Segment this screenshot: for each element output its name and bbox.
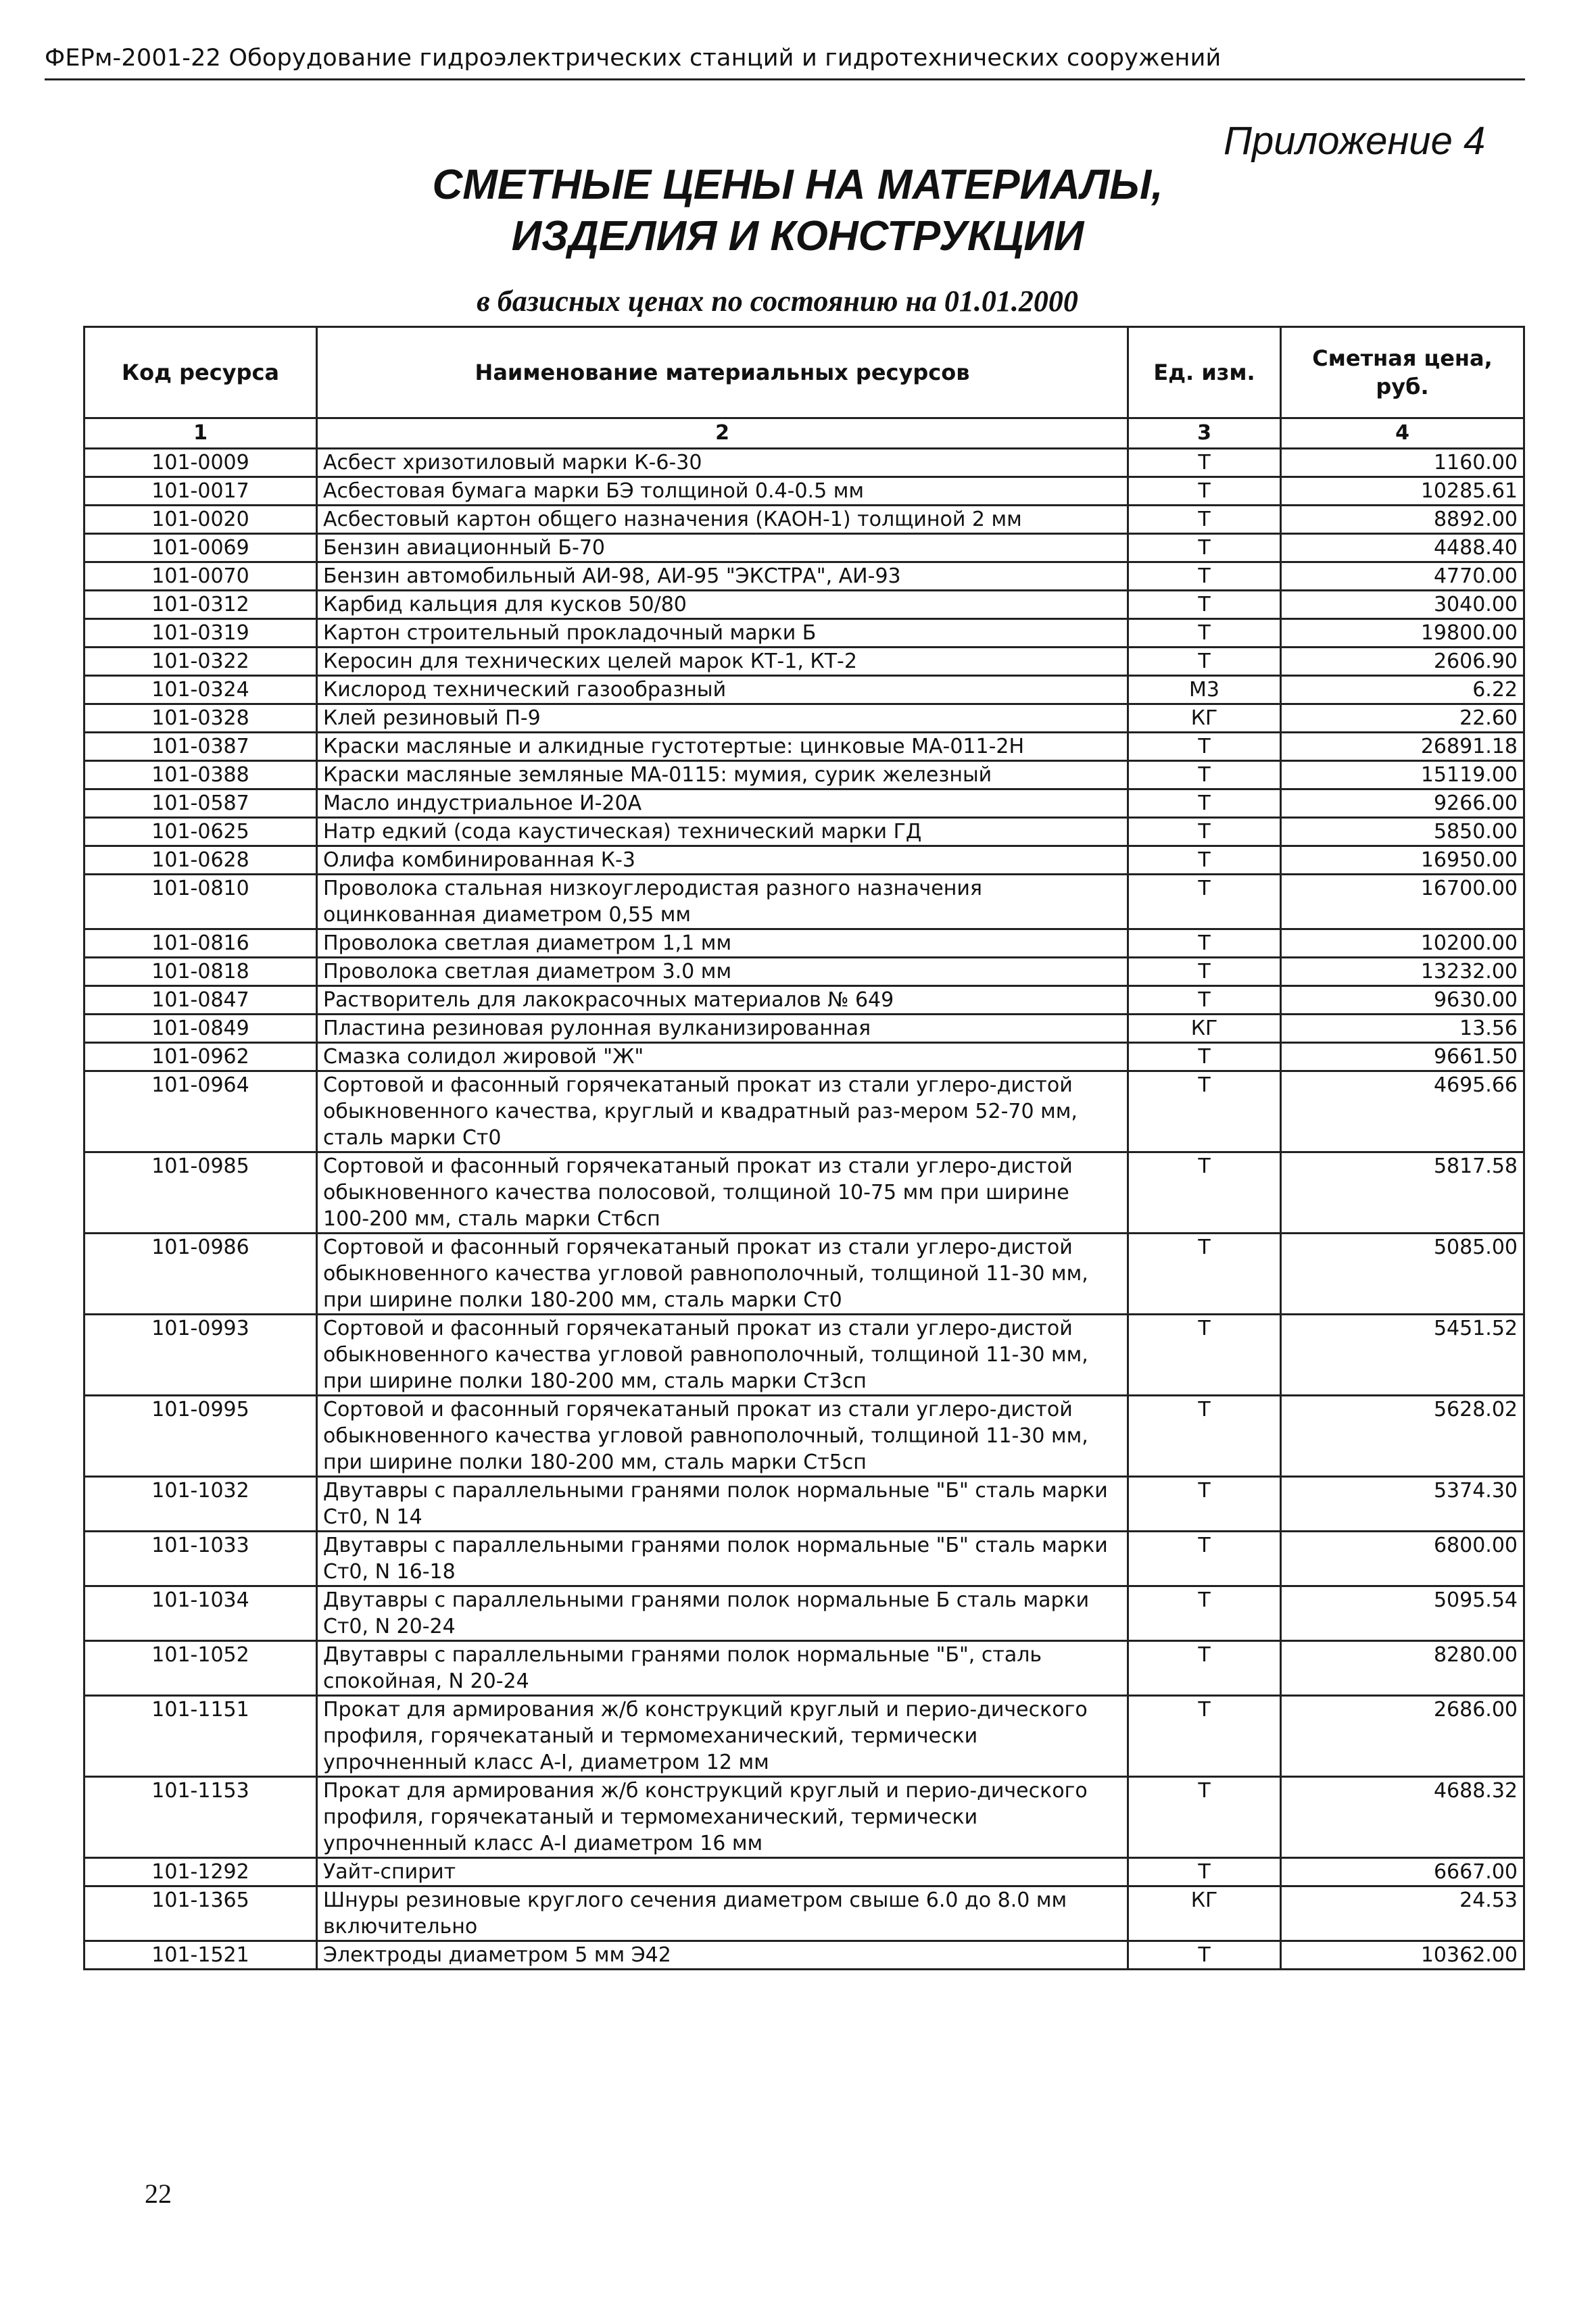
table-row	[84, 591, 1524, 619]
cell-name: Кислород технический газообразный	[317, 676, 1128, 704]
table-row	[84, 733, 1524, 761]
cell-unit: Т	[1128, 1532, 1281, 1586]
cell-name: Шнуры резиновые круглого сечения диаметром свыше 6.0 до 8.0 мм включительно	[317, 1886, 1128, 1941]
cell-name: Олифа комбинированная К-3	[317, 846, 1128, 875]
cell-code: 101-0964	[84, 1071, 317, 1152]
table-row	[84, 761, 1524, 789]
cell-unit: Т	[1128, 846, 1281, 875]
table-row	[84, 676, 1524, 704]
table-row	[84, 1777, 1524, 1858]
cell-code: 101-0069	[84, 534, 317, 562]
cell-name: Асбестовая бумага марки БЭ толщиной 0.4-0.5 мм	[317, 477, 1128, 506]
cell-price: 8892.00	[1281, 506, 1524, 534]
cell-code: 101-0009	[84, 449, 317, 477]
table-row	[84, 1396, 1524, 1477]
table-row	[84, 1941, 1524, 1970]
cell-name: Двутавры с параллельными гранями полок нормальные "Б" сталь марки Ст0, N 16-18	[317, 1532, 1128, 1586]
cell-name: Сортовой и фасонный горячекатаный прокат из стали углеро-дистой обыкновенного качества угловой равнополочный, толщиной 11-30 мм, при ширине полки 180-200 мм, сталь марки Ст5сп	[317, 1396, 1128, 1477]
cell-code: 101-1034	[84, 1586, 317, 1641]
cell-price: 9661.50	[1281, 1043, 1524, 1071]
table-row	[84, 534, 1524, 562]
cell-unit: Т	[1128, 1043, 1281, 1071]
cell-code: 101-0070	[84, 562, 317, 591]
table-row	[84, 1152, 1524, 1234]
cell-name: Масло индустриальное И-20А	[317, 789, 1128, 818]
table-row	[84, 648, 1524, 676]
cell-price: 9266.00	[1281, 789, 1524, 818]
cell-code: 101-0324	[84, 676, 317, 704]
table-row	[84, 1586, 1524, 1641]
cell-name: Бензин автомобильный АИ-98, АИ-95 "ЭКСТРА", АИ-93	[317, 562, 1128, 591]
cell-code: 101-0312	[84, 591, 317, 619]
cell-name: Двутавры с параллельными гранями полок нормальные "Б" сталь марки Ст0, N 14	[317, 1477, 1128, 1532]
cell-code: 101-1052	[84, 1641, 317, 1696]
cell-name: Уайт-спирит	[317, 1858, 1128, 1886]
cell-name: Натр едкий (сода каустическая) технический марки ГД	[317, 818, 1128, 846]
cell-name: Асбест хризотиловый марки К-6-30	[317, 449, 1128, 477]
cell-name: Прокат для армирования ж/б конструкций круглый и перио-дического профиля, горячекатаный и термомеханический, термически упрочненный класс А-I, диаметром 12 мм	[317, 1696, 1128, 1777]
cell-price: 16950.00	[1281, 846, 1524, 875]
cell-code: 101-0625	[84, 818, 317, 846]
header-price: Сметная цена, руб.	[1281, 327, 1524, 418]
cell-price: 10362.00	[1281, 1941, 1524, 1970]
cell-name: Пластина резиновая рулонная вулканизированная	[317, 1015, 1128, 1043]
cell-code: 101-0810	[84, 875, 317, 929]
cell-price: 8280.00	[1281, 1641, 1524, 1696]
table-body	[84, 449, 1524, 1970]
cell-unit: Т	[1128, 591, 1281, 619]
cell-code: 101-0628	[84, 846, 317, 875]
cell-price: 10285.61	[1281, 477, 1524, 506]
cell-unit: Т	[1128, 818, 1281, 846]
cell-unit: Т	[1128, 1315, 1281, 1396]
cell-unit: Т	[1128, 986, 1281, 1015]
cell-price: 26891.18	[1281, 733, 1524, 761]
cell-code: 101-0322	[84, 648, 317, 676]
column-number: 1	[84, 418, 317, 449]
cell-unit: Т	[1128, 789, 1281, 818]
cell-unit: Т	[1128, 929, 1281, 958]
cell-code: 101-0995	[84, 1396, 317, 1477]
table-row	[84, 1234, 1524, 1315]
cell-name: Проволока светлая диаметром 3.0 мм	[317, 958, 1128, 986]
cell-code: 101-0319	[84, 619, 317, 648]
price-table	[83, 326, 1525, 1970]
running-header: ФЕРм-2001-22 Оборудование гидроэлектрических станций и гидротехнических сооружений	[45, 45, 1525, 80]
cell-unit: Т	[1128, 648, 1281, 676]
cell-name: Бензин авиационный Б-70	[317, 534, 1128, 562]
cell-name: Керосин для технических целей марок КТ-1, КТ-2	[317, 648, 1128, 676]
table-row	[84, 1696, 1524, 1777]
cell-name: Проволока стальная низкоуглеродистая разного назначения оцинкованная диаметром 0,55 мм	[317, 875, 1128, 929]
cell-price: 5817.58	[1281, 1152, 1524, 1234]
table-header-row	[84, 327, 1524, 418]
cell-code: 101-0849	[84, 1015, 317, 1043]
cell-code: 101-1292	[84, 1858, 317, 1886]
cell-unit: Т	[1128, 619, 1281, 648]
cell-unit: Т	[1128, 1586, 1281, 1641]
cell-code: 101-1151	[84, 1696, 317, 1777]
cell-price: 4695.66	[1281, 1071, 1524, 1152]
title-line: ИЗДЕЛИЯ И КОНСТРУКЦИИ	[511, 213, 1084, 260]
cell-price: 10200.00	[1281, 929, 1524, 958]
table-row	[84, 562, 1524, 591]
cell-price: 13.56	[1281, 1015, 1524, 1043]
cell-price: 5095.54	[1281, 1586, 1524, 1641]
cell-code: 101-0986	[84, 1234, 317, 1315]
cell-code: 101-0587	[84, 789, 317, 818]
cell-unit: Т	[1128, 1477, 1281, 1532]
cell-price: 2606.90	[1281, 648, 1524, 676]
table-row	[84, 986, 1524, 1015]
table-row	[84, 958, 1524, 986]
cell-name: Электроды диаметром 5 мм Э42	[317, 1941, 1128, 1970]
cell-name: Двутавры с параллельными гранями полок нормальные Б сталь марки Ст0, N 20-24	[317, 1586, 1128, 1641]
cell-price: 5451.52	[1281, 1315, 1524, 1396]
cell-price: 5374.30	[1281, 1477, 1524, 1532]
cell-code: 101-0328	[84, 704, 317, 733]
cell-code: 101-1033	[84, 1532, 317, 1586]
cell-unit: Т	[1128, 506, 1281, 534]
cell-name: Прокат для армирования ж/б конструкций круглый и перио-дического профиля, горячекатаный и термомеханический, термически упрочненный класс А-I диаметром 16 мм	[317, 1777, 1128, 1858]
table-row	[84, 619, 1524, 648]
cell-name: Растворитель для лакокрасочных материалов № 649	[317, 986, 1128, 1015]
cell-name: Смазка солидол жировой "Ж"	[317, 1043, 1128, 1071]
table-row	[84, 449, 1524, 477]
cell-price: 15119.00	[1281, 761, 1524, 789]
cell-price: 4488.40	[1281, 534, 1524, 562]
cell-name: Краски масляные земляные МА-0115: мумия, сурик железный	[317, 761, 1128, 789]
cell-code: 101-0962	[84, 1043, 317, 1071]
cell-unit: КГ	[1128, 704, 1281, 733]
cell-price: 5085.00	[1281, 1234, 1524, 1315]
cell-unit: Т	[1128, 761, 1281, 789]
cell-unit: Т	[1128, 958, 1281, 986]
cell-code: 101-1521	[84, 1941, 317, 1970]
price-basis-note: в базисных ценах по состоянию на 01.01.2000	[477, 285, 1078, 318]
column-number-row	[84, 418, 1524, 449]
cell-unit: Т	[1128, 1641, 1281, 1696]
cell-code: 101-1153	[84, 1777, 317, 1858]
title-line: СМЕТНЫЕ ЦЕНЫ НА МАТЕРИАЛЫ,	[432, 162, 1163, 208]
cell-unit: Т	[1128, 449, 1281, 477]
cell-code: 101-0388	[84, 761, 317, 789]
cell-name: Сортовой и фасонный горячекатаный прокат из стали углеро-дистой обыкновенного качества полосовой, толщиной 10-75 мм при ширине 100-200 мм, сталь марки Ст6сп	[317, 1152, 1128, 1234]
cell-unit: Т	[1128, 477, 1281, 506]
table-row	[84, 1043, 1524, 1071]
table-row	[84, 875, 1524, 929]
cell-price: 9630.00	[1281, 986, 1524, 1015]
cell-unit: Т	[1128, 875, 1281, 929]
cell-unit: Т	[1128, 1396, 1281, 1477]
cell-code: 101-0985	[84, 1152, 317, 1234]
cell-unit: КГ	[1128, 1886, 1281, 1941]
cell-code: 101-1032	[84, 1477, 317, 1532]
cell-price: 24.53	[1281, 1886, 1524, 1941]
cell-name: Клей резиновый П-9	[317, 704, 1128, 733]
cell-price: 22.60	[1281, 704, 1524, 733]
cell-price: 1160.00	[1281, 449, 1524, 477]
cell-name: Сортовой и фасонный горячекатаный прокат из стали углеро-дистой обыкновенного качества, круглый и квадратный раз-мером 52-70 мм, сталь марки Ст0	[317, 1071, 1128, 1152]
cell-name: Сортовой и фасонный горячекатаный прокат из стали углеро-дистой обыкновенного качества угловой равнополочный, толщиной 11-30 мм, при ширине полки 180-200 мм, сталь марки Ст3сп	[317, 1315, 1128, 1396]
table-row	[84, 1858, 1524, 1886]
cell-unit: Т	[1128, 1152, 1281, 1234]
table-row	[84, 704, 1524, 733]
cell-code: 101-0020	[84, 506, 317, 534]
cell-name: Двутавры с параллельными гранями полок нормальные "Б", сталь спокойная, N 20-24	[317, 1641, 1128, 1696]
cell-unit: М3	[1128, 676, 1281, 704]
cell-unit: Т	[1128, 1941, 1281, 1970]
cell-price: 5628.02	[1281, 1396, 1524, 1477]
cell-code: 101-0847	[84, 986, 317, 1015]
cell-name: Картон строительный прокладочный марки Б	[317, 619, 1128, 648]
cell-name: Сортовой и фасонный горячекатаный прокат из стали углеро-дистой обыкновенного качества угловой равнополочный, толщиной 11-30 мм, при ширине полки 180-200 мм, сталь марки Ст0	[317, 1234, 1128, 1315]
cell-price: 16700.00	[1281, 875, 1524, 929]
cell-price: 19800.00	[1281, 619, 1524, 648]
cell-price: 2686.00	[1281, 1696, 1524, 1777]
cell-price: 6667.00	[1281, 1858, 1524, 1886]
cell-code: 101-0387	[84, 733, 317, 761]
table-row	[84, 1886, 1524, 1941]
cell-name: Краски масляные и алкидные густотертые: цинковые МА-011-2Н	[317, 733, 1128, 761]
cell-unit: Т	[1128, 1777, 1281, 1858]
cell-code: 101-0993	[84, 1315, 317, 1396]
table-row	[84, 1315, 1524, 1396]
cell-price: 6.22	[1281, 676, 1524, 704]
cell-unit: КГ	[1128, 1015, 1281, 1043]
header-name: Наименование материальных ресурсов	[317, 327, 1128, 418]
cell-price: 4688.32	[1281, 1777, 1524, 1858]
cell-price: 6800.00	[1281, 1532, 1524, 1586]
cell-code: 101-0816	[84, 929, 317, 958]
column-number: 4	[1281, 418, 1524, 449]
table-row	[84, 929, 1524, 958]
cell-name: Асбестовый картон общего назначения (КАОН-1) толщиной 2 мм	[317, 506, 1128, 534]
cell-unit: Т	[1128, 562, 1281, 591]
cell-unit: Т	[1128, 1696, 1281, 1777]
cell-code: 101-1365	[84, 1886, 317, 1941]
table-row	[84, 1071, 1524, 1152]
cell-unit: Т	[1128, 1234, 1281, 1315]
table-row	[84, 846, 1524, 875]
appendix-label: Приложение 4	[1224, 119, 1486, 163]
table-row	[84, 818, 1524, 846]
cell-unit: Т	[1128, 1071, 1281, 1152]
column-number: 3	[1128, 418, 1281, 449]
document-title	[406, 160, 1190, 262]
cell-code: 101-0017	[84, 477, 317, 506]
table-row	[84, 477, 1524, 506]
cell-price: 4770.00	[1281, 562, 1524, 591]
table-row	[84, 1477, 1524, 1532]
header-unit: Ед. изм.	[1128, 327, 1281, 418]
cell-code: 101-0818	[84, 958, 317, 986]
table-row	[84, 789, 1524, 818]
column-number: 2	[317, 418, 1128, 449]
table-row	[84, 1532, 1524, 1586]
cell-price: 3040.00	[1281, 591, 1524, 619]
cell-unit: Т	[1128, 733, 1281, 761]
cell-price: 13232.00	[1281, 958, 1524, 986]
table-row	[84, 1641, 1524, 1696]
table-row	[84, 1015, 1524, 1043]
table-row	[84, 506, 1524, 534]
header-code: Код ресурса	[84, 327, 317, 418]
cell-name: Карбид кальция для кусков 50/80	[317, 591, 1128, 619]
cell-unit: Т	[1128, 534, 1281, 562]
cell-unit: Т	[1128, 1858, 1281, 1886]
cell-name: Проволока светлая диаметром 1,1 мм	[317, 929, 1128, 958]
cell-price: 5850.00	[1281, 818, 1524, 846]
page-number: 22	[145, 2178, 172, 2209]
